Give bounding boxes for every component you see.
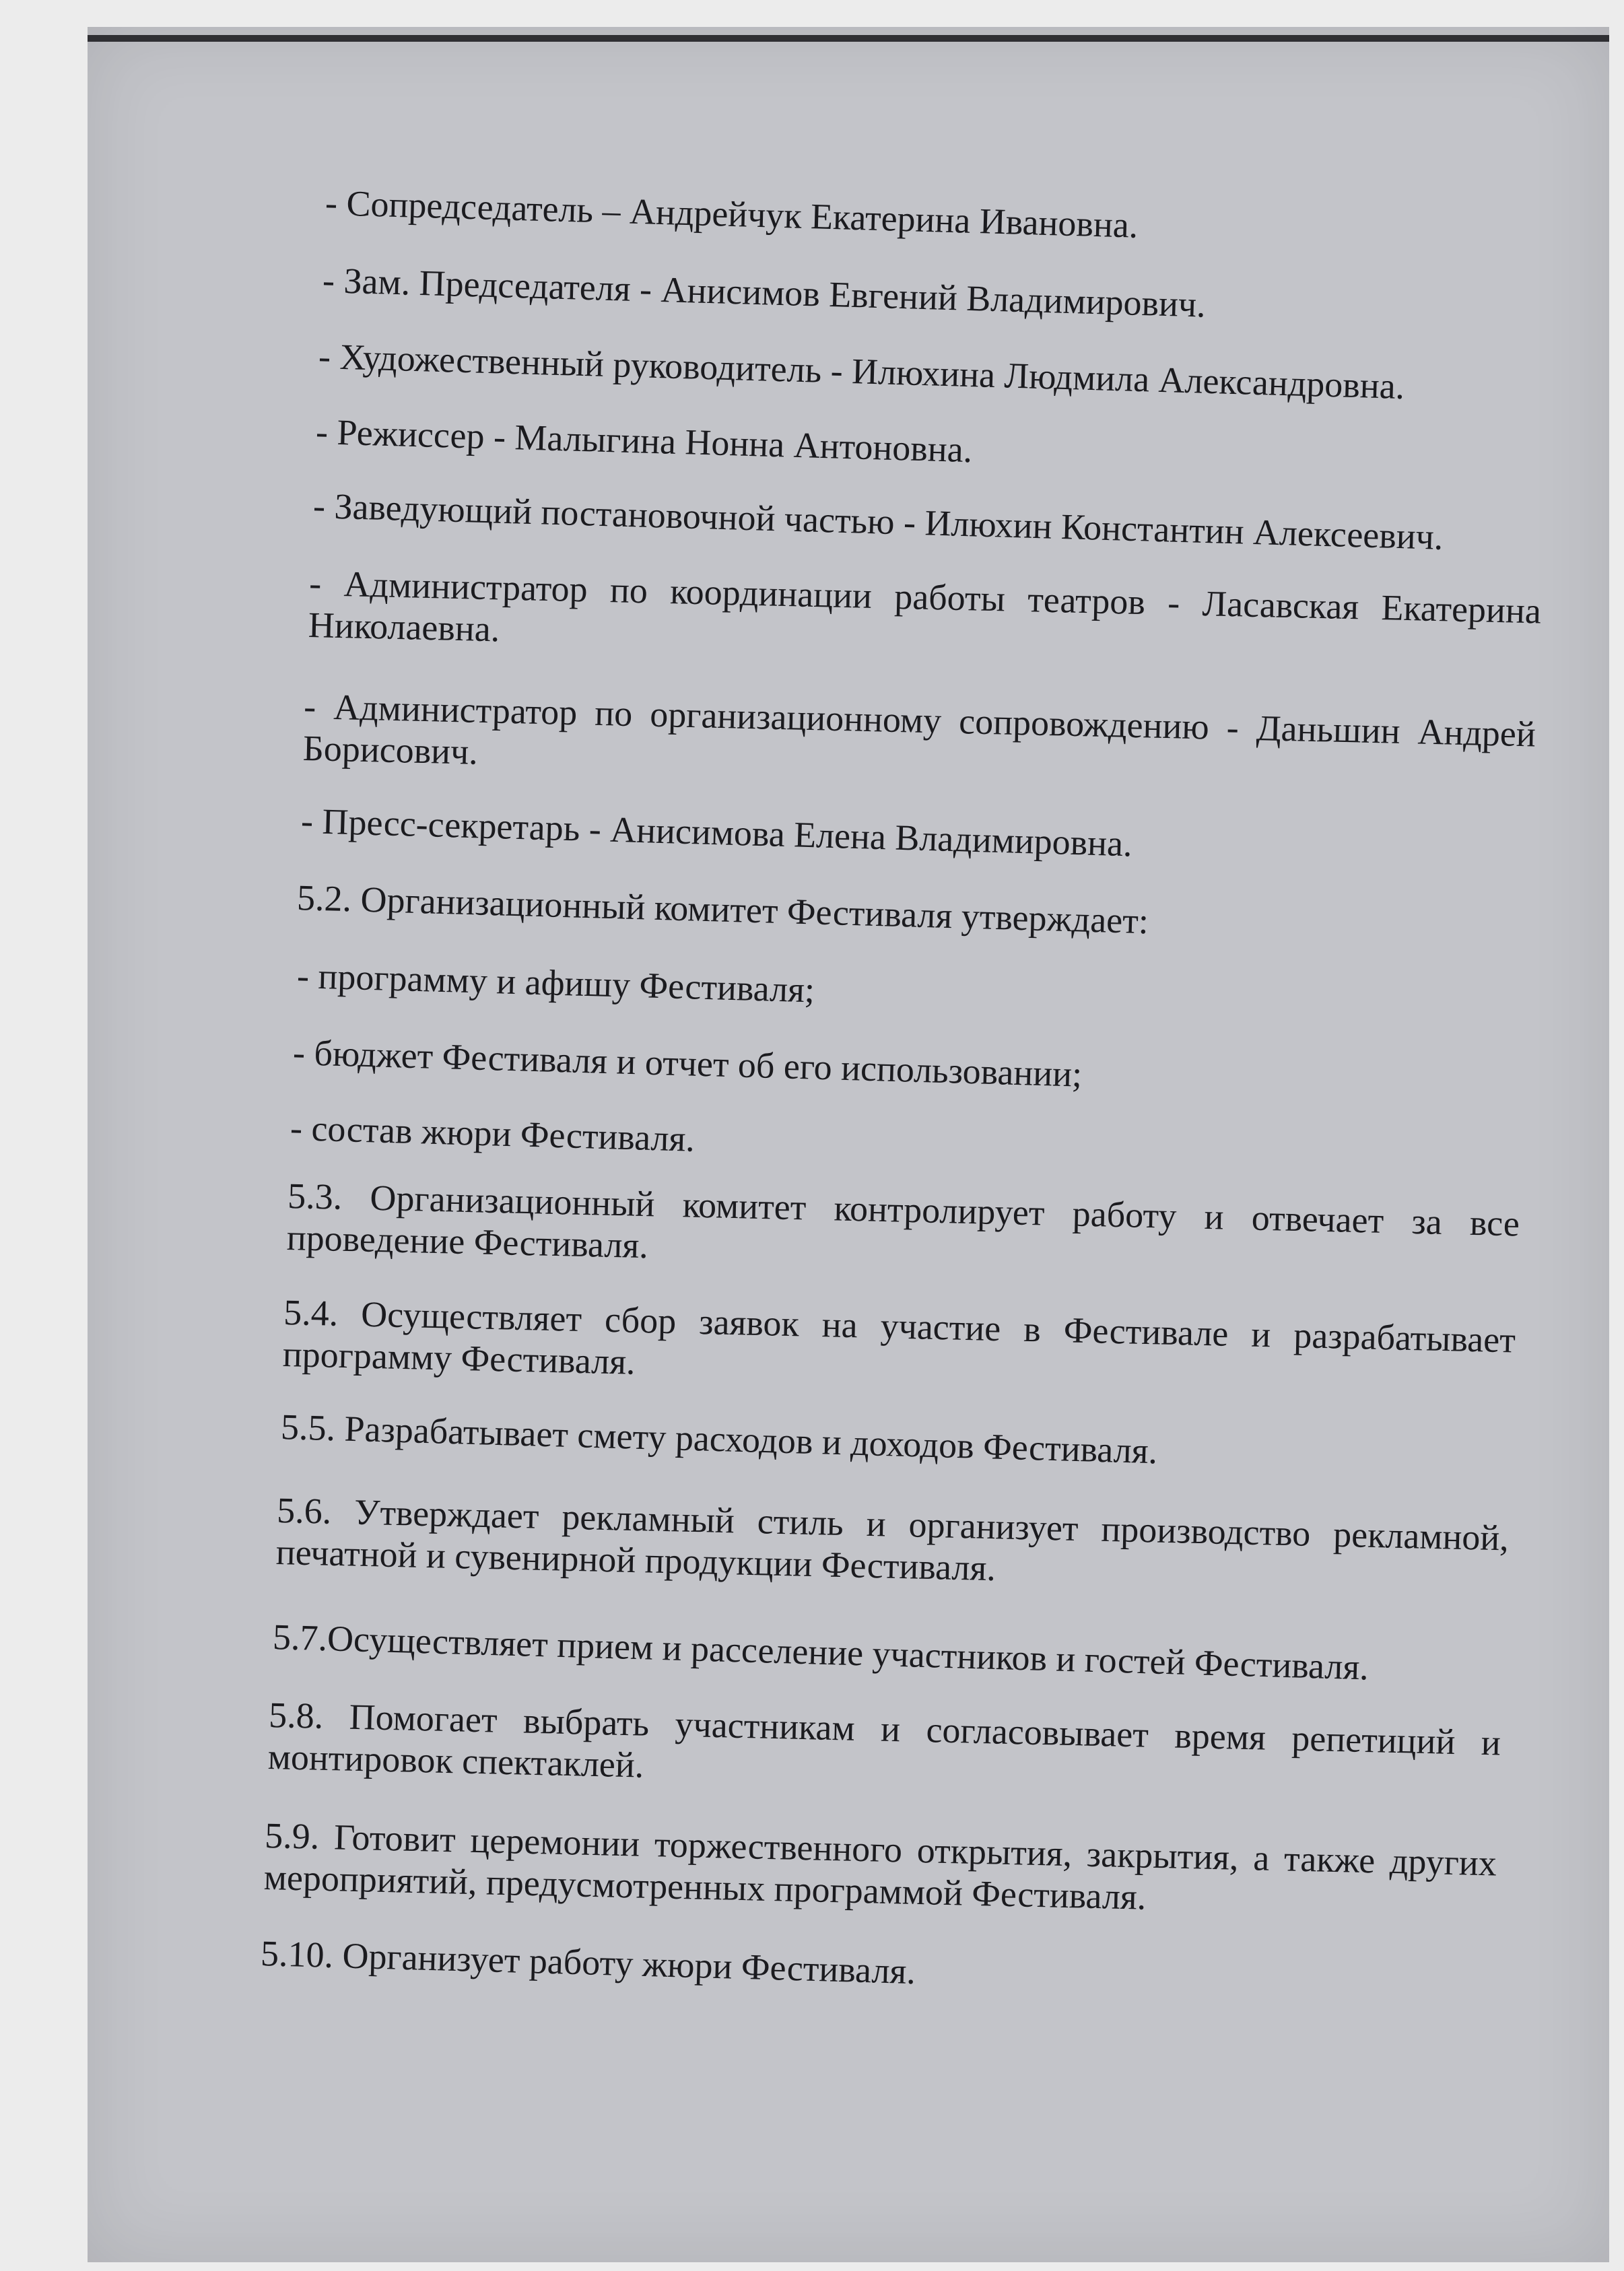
para-5-8: 5.8. Помогает выбрать участникам и согласовывает время репетиций и монтировок спектаклей. [267,1694,1501,1786]
para-5-9: 5.9. Готовит церемонии торжественного открытия, закрытия, а также других мероприятий, предусмотренных программой Фестиваля. [263,1815,1497,1918]
line-jury-item: - состав жюри Фестиваля. [290,1107,696,1159]
line-director: - Режиссер - Малыгина Нонна Антоновна. [315,411,974,471]
line-5-5: 5.5. Разрабатывает смету расходов и доходов Фестиваля. [280,1406,1158,1472]
para-5-3: 5.3. Организационный комитет контролирует работу и отвечает за все проведение Фестиваля. [286,1175,1520,1266]
document-page [88,27,1609,2262]
para-org-admin: - Администратор по организационному сопровождению - Даньшин Андрей Борисович. [302,685,1536,772]
para-theatre-admin: - Администратор по координации работы театров - Ласавская Екатерина Николаевна. [308,562,1542,650]
line-program-item: - программу и афишу Фестиваля; [296,955,815,1011]
line-budget-item: - бюджет Фестиваля и отчет об его использовании; [292,1031,1083,1095]
line-5-2: 5.2. Организационный комитет Фестиваля утверждает: [296,877,1149,942]
para-5-4: 5.4. Осуществляет сбор заявок на участие в Фестивале и разрабатывает программу Фестиваля. [282,1291,1516,1382]
line-deputy-chair: - Зам. Председателя - Анисимов Евгений Владимирович. [322,259,1207,325]
line-5-7: 5.7.Осуществляет прием и расселение участников и гостей Фестиваля. [272,1616,1369,1688]
line-co-chair: - Сопредседатель – Андрейчук Екатерина Ивановна. [325,182,1139,246]
line-press-secretary: - Пресс-секретарь - Анисимова Елена Владимировна. [300,800,1133,865]
line-art-director: - Художественный руководитель - Илюхина Людмила Александровна. [318,335,1406,407]
para-5-6: 5.6. Утверждает рекламный стиль и организует производство рекламной, печатной и сувенирной продукции Фестиваля. [275,1489,1510,1589]
document-body [88,27,1609,2249]
line-5-10: 5.10. Организует работу жюри Фестиваля. [260,1932,916,1992]
line-production-head: - Заведующий постановочной частью - Илюхин Константин Алексеевич. [312,485,1444,557]
